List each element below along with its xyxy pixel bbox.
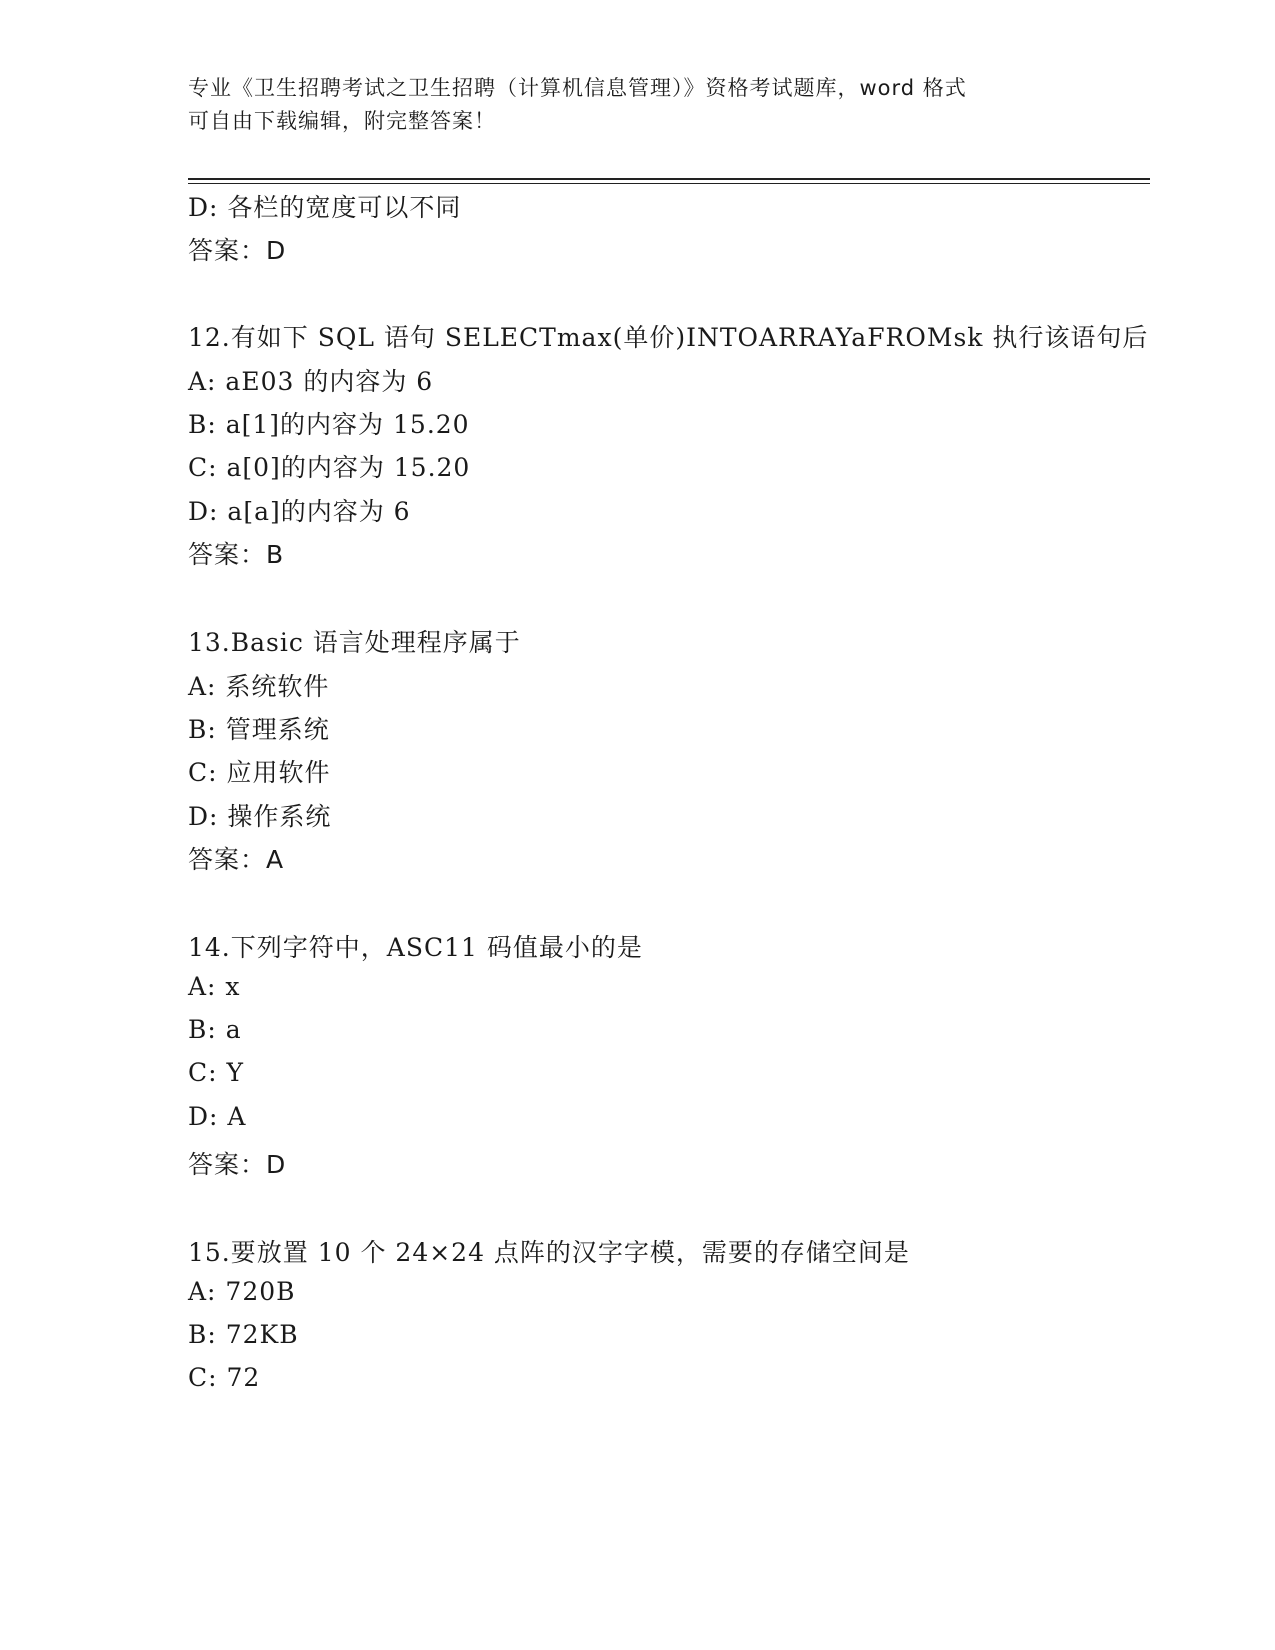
q13-option-b: B: 管理系统: [188, 715, 330, 744]
q12-answer: 答案：B: [188, 540, 285, 569]
q15-option-c: C: 72: [188, 1363, 261, 1392]
q15-option-b: B: 72KB: [188, 1320, 299, 1349]
q15-stem: 15.要放置 10 个 24×24 点阵的汉字字模，需要的存储空间是: [188, 1238, 910, 1267]
q12-option-a: A: aE03 的内容为 6: [188, 367, 434, 396]
q14-stem: 14.下列字符中，ASC11 码值最小的是: [188, 933, 643, 962]
q14-option-a: A: x: [188, 972, 241, 1001]
document-header: [188, 72, 1088, 138]
prev-option-d: D: 各栏的宽度可以不同: [188, 193, 462, 222]
q13-option-c: C: 应用软件: [188, 758, 331, 787]
header-line-1: 专业《卫生招聘考试之卫生招聘（计算机信息管理）》资格考试题库，word 格式: [188, 76, 967, 100]
q14-option-d: D: A: [188, 1102, 247, 1131]
q15-option-a: A: 720B: [188, 1277, 296, 1306]
q13-answer: 答案：A: [188, 845, 285, 874]
q12-option-c: C: a[0]的内容为 15.20: [188, 453, 471, 482]
q12-option-d: D: a[a]的内容为 6: [188, 497, 411, 526]
q14-answer: 答案：D: [188, 1150, 287, 1179]
q13-stem: 13.Basic 语言处理程序属于: [188, 628, 521, 657]
prev-answer: 答案：D: [188, 236, 287, 265]
header-divider-thin: [188, 183, 1150, 184]
q12-stem: 12.有如下 SQL 语句 SELECTmax(单价)INTOARRAYaFROMsk 执行该语句后: [188, 323, 1149, 352]
q14-option-c: C: Y: [188, 1058, 245, 1087]
q14-option-b: B: a: [188, 1015, 242, 1044]
header-line-2: 可自由下载编辑，附完整答案！: [188, 109, 496, 133]
q12-option-b: B: a[1]的内容为 15.20: [188, 410, 470, 439]
q13-option-a: A: 系统软件: [188, 672, 330, 701]
q13-option-d: D: 操作系统: [188, 802, 332, 831]
header-divider-thick: [188, 178, 1150, 180]
